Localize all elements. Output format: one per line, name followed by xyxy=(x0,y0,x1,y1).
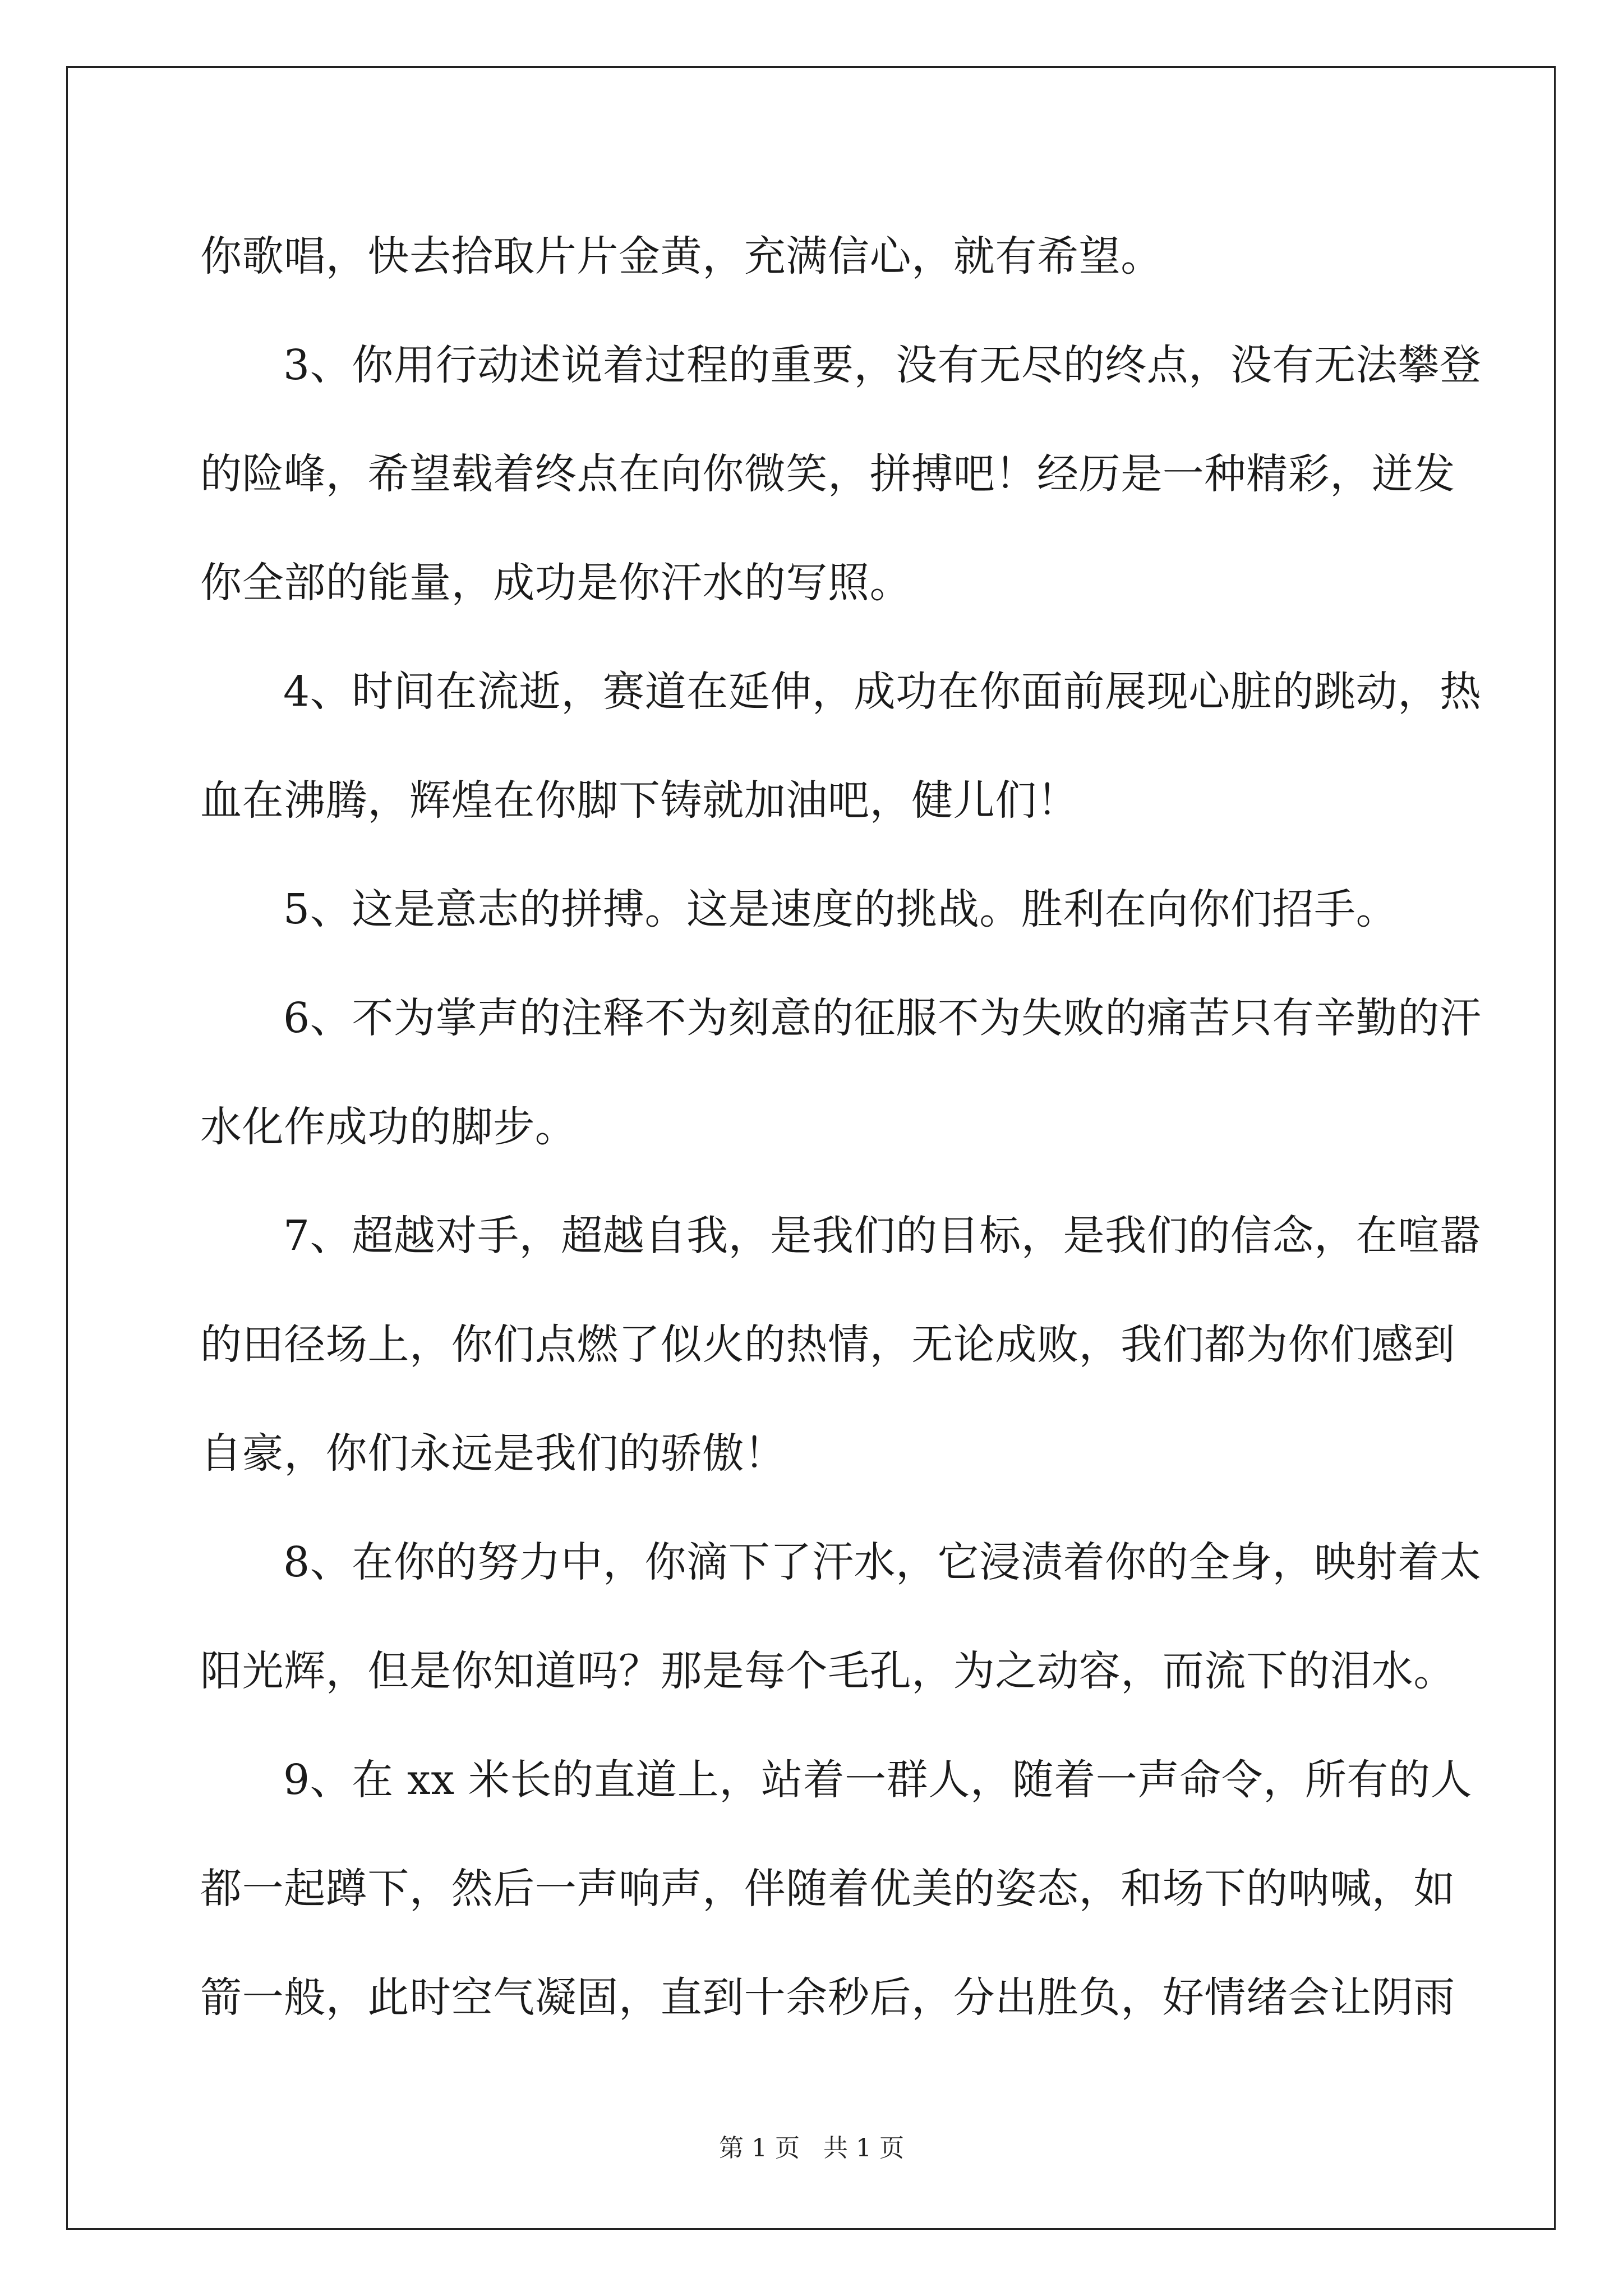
page-footer: 第 1 页 共 1 页 xyxy=(719,2134,904,2162)
text-line: 的田径场上，你们点燃了似火的热情，无论成败，我们都为你们感到 xyxy=(200,1320,1455,1369)
text-line: 都一起蹲下，然后一声响声，伴随着优美的姿态，和场下的呐喊，如 xyxy=(200,1865,1455,1913)
document-body xyxy=(200,202,1482,2052)
text-line: 箭一般，此时空气凝固，直到十余秒后，分出胜负，好情绪会让阴雨 xyxy=(200,1973,1455,2022)
text-line: 4、时间在流逝，赛道在延伸，成功在你面前展现心脏的跳动，热 xyxy=(283,668,1482,716)
text-line: 7、超越对手，超越自我，是我们的目标，是我们的信念，在喧嚣 xyxy=(283,1212,1482,1260)
text-line: 5、这是意志的拼搏。这是速度的挑战。胜利在向你们招手。 xyxy=(283,885,1398,933)
text-line: 6、不为掌声的注释不为刻意的征服不为失败的痛苦只有辛勤的汗 xyxy=(283,994,1482,1042)
text-line: 8、在你的努力中，你滴下了汗水，它浸渍着你的全身，映射着太 xyxy=(283,1538,1482,1586)
text-line: 阳光辉，但是你知道吗？那是每个毛孔，为之动容，而流下的泪水。 xyxy=(200,1647,1455,1695)
text-line: 你歌唱，快去拾取片片金黄，充满信心，就有希望。 xyxy=(200,232,1163,280)
text-line: 的险峰，希望载着终点在向你微笑，拼搏吧！经历是一种精彩，迸发 xyxy=(200,450,1455,498)
text-line: 水化作成功的脚步。 xyxy=(200,1103,577,1151)
text-line: 你全部的能量，成功是你汗水的写照。 xyxy=(200,559,912,607)
text-line: 自豪，你们永远是我们的骄傲！ xyxy=(200,1429,786,1478)
text-line: 3、你用行动述说着过程的重要，没有无尽的终点，没有无法攀登 xyxy=(283,341,1482,389)
text-line: 9、在 xx 米长的直道上，站着一群人，随着一声命令，所有的人 xyxy=(283,1756,1473,1804)
text-line: 血在沸腾，辉煌在你脚下铸就加油吧，健儿们！ xyxy=(200,776,1079,825)
